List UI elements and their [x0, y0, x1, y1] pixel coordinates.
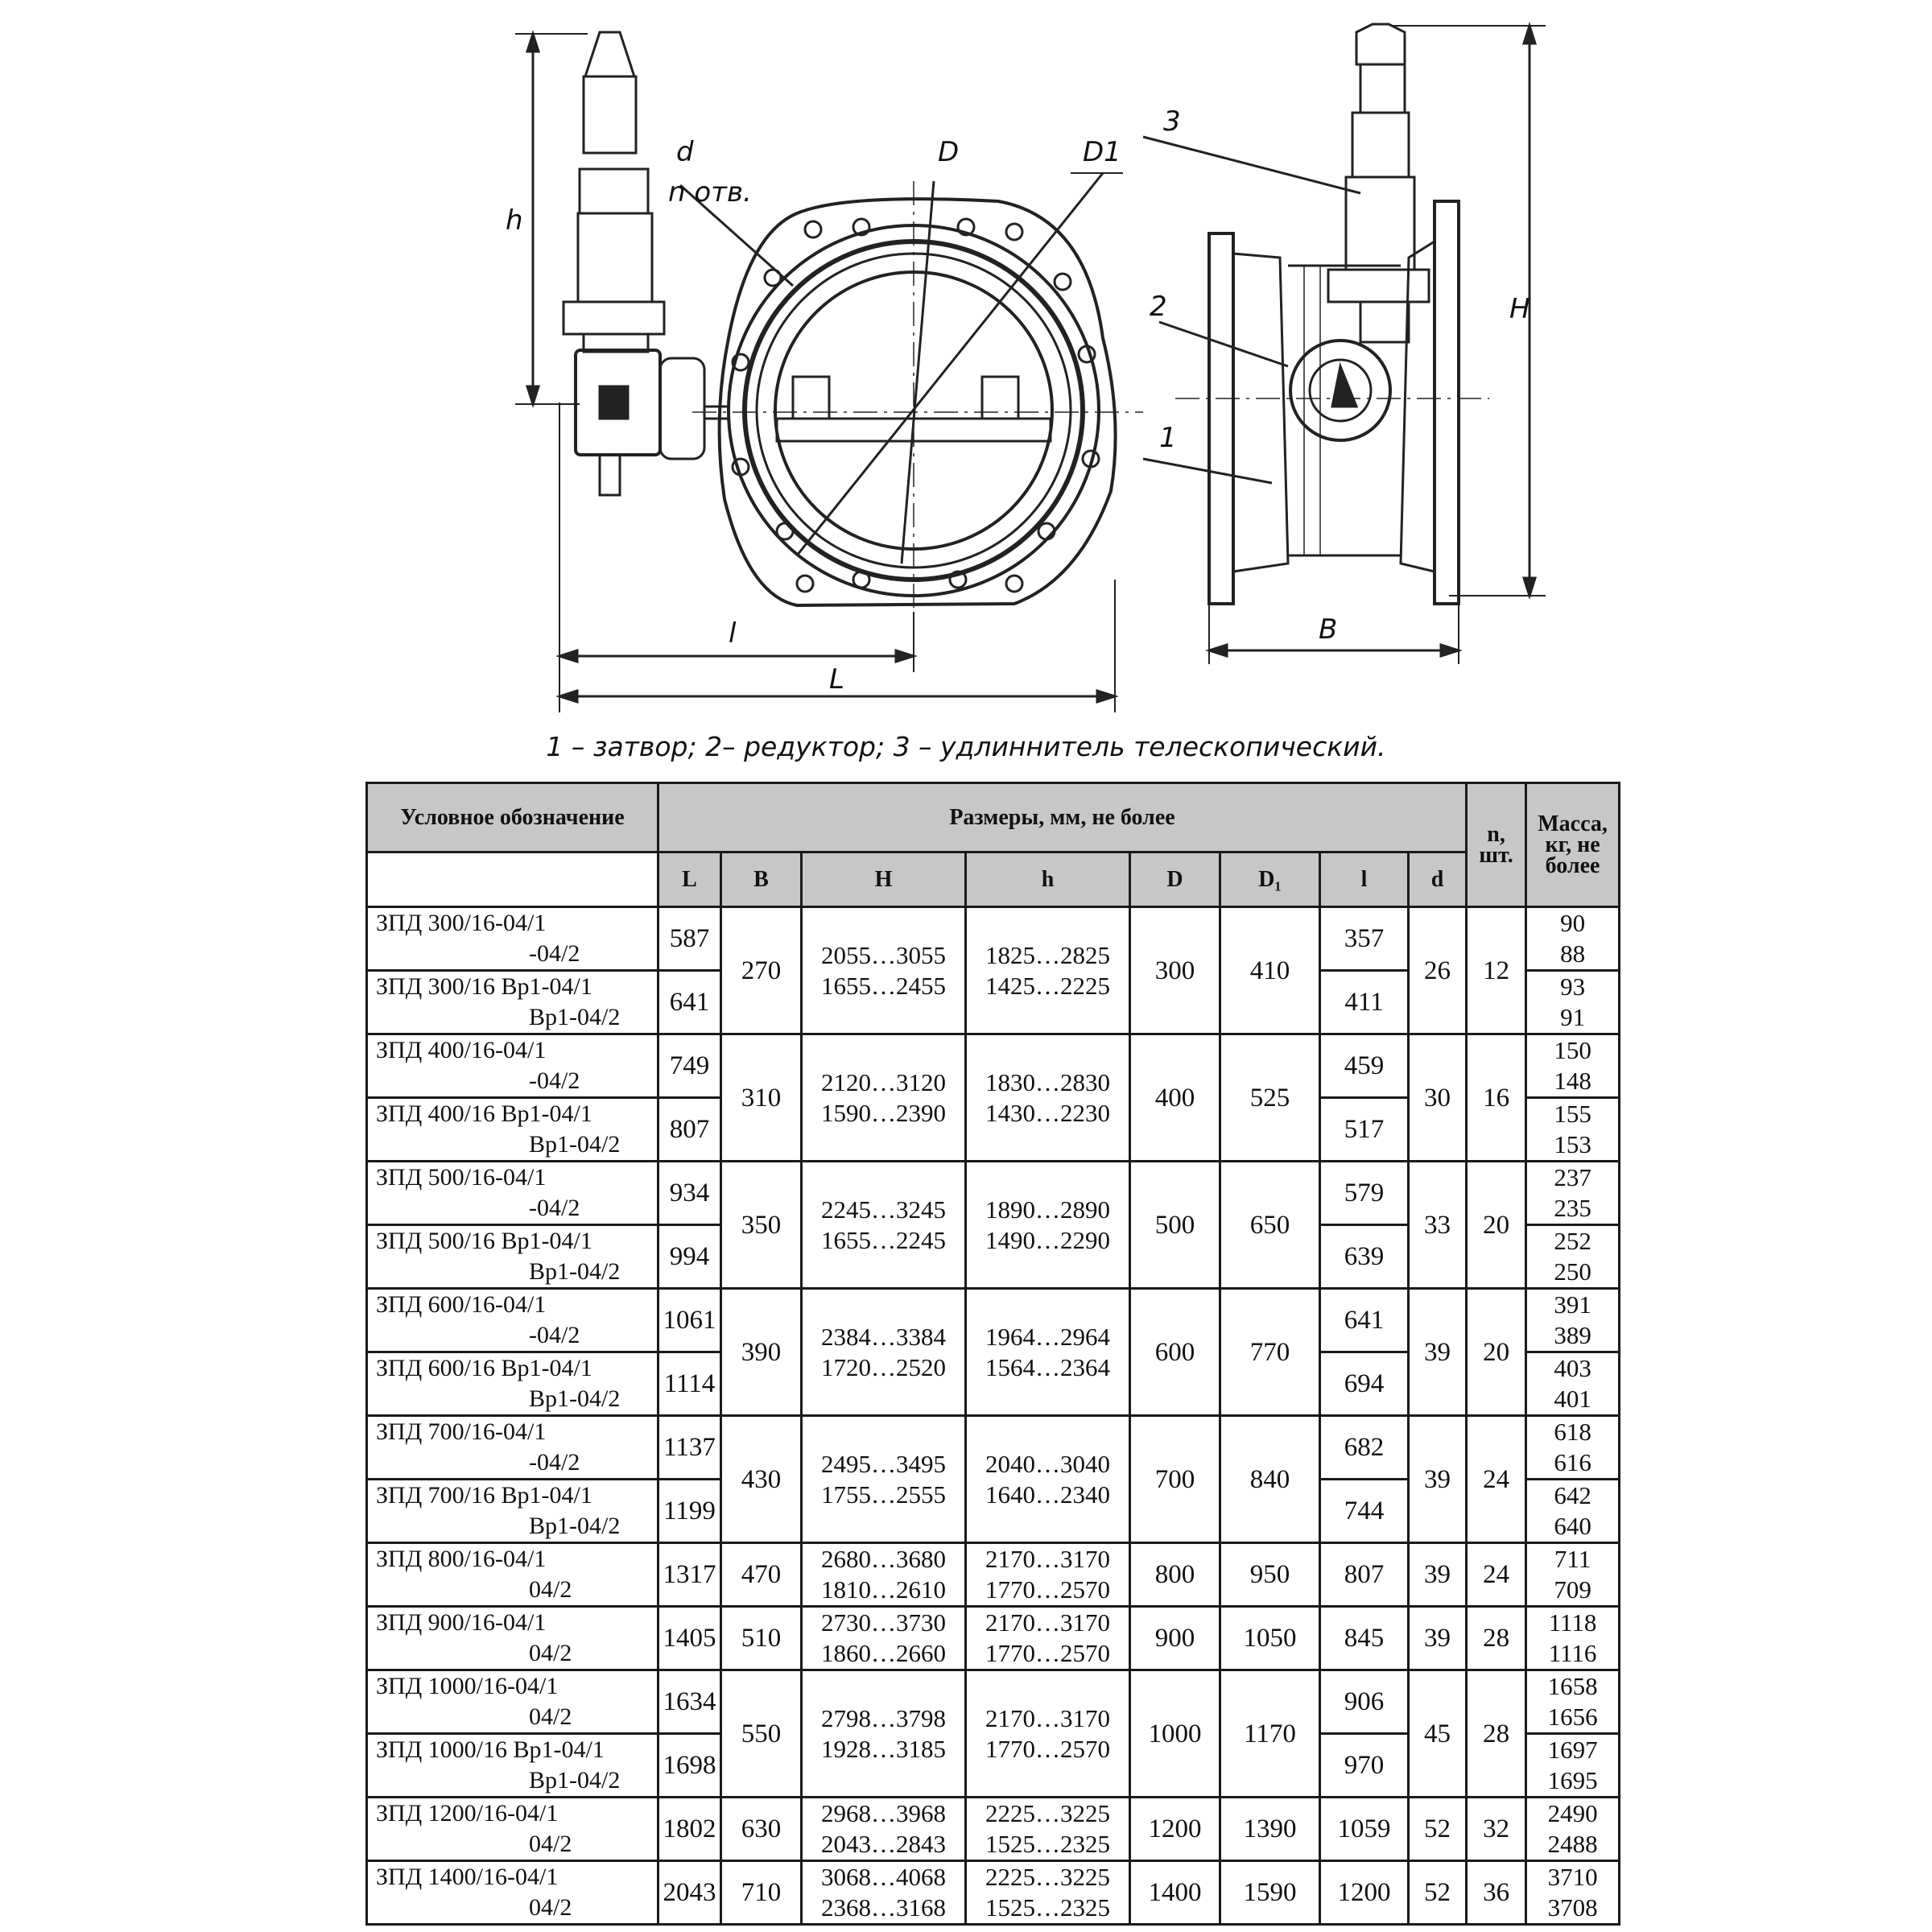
designation-cell-line-1: ЗПД 400/16 Вр1-04/1: [376, 1100, 592, 1127]
D-cell: 500: [1130, 1162, 1220, 1289]
l-cell: 411: [1320, 971, 1409, 1034]
label-B: B: [1319, 613, 1338, 646]
n-cell: 12: [1467, 907, 1526, 1034]
valve-drawing: [0, 0, 1932, 765]
H-cell: [802, 1543, 966, 1607]
mass-cell-line-2: 401: [1554, 1385, 1591, 1413]
col-header-7: d: [1409, 852, 1467, 907]
mass-cell-line-2: 709: [1554, 1575, 1591, 1604]
n-cell: 24: [1467, 1543, 1526, 1607]
n-cell: 20: [1467, 1162, 1526, 1289]
mass-cell-line-1: 391: [1554, 1290, 1591, 1319]
table-row: [367, 1162, 1620, 1225]
mass-cell-line-2: 3708: [1547, 1893, 1598, 1922]
n-cell: 28: [1467, 1607, 1526, 1670]
col-header-6: l: [1320, 852, 1409, 907]
D1-cell: 840: [1220, 1416, 1320, 1543]
h-cell-line-1: 2170…3170: [985, 1545, 1110, 1573]
L-cell: 807: [658, 1098, 721, 1162]
designation-cell-line-1: ЗПД 1400/16-04/1: [376, 1864, 559, 1890]
col-designation-blank: [367, 852, 658, 907]
H-cell-line-2: 1655…2455: [821, 971, 946, 1000]
H-cell-line-2: 1590…2390: [821, 1098, 946, 1127]
D-cell: 400: [1130, 1034, 1220, 1162]
designation-cell-line-2: 04/2: [529, 1894, 572, 1921]
H-cell-line-1: 2495…3495: [821, 1449, 946, 1478]
designation-cell-line-2: Вр1-04/2: [529, 1258, 621, 1285]
mass-cell: [1526, 907, 1620, 971]
spec-table: [365, 782, 1620, 1926]
mass-cell: [1526, 1162, 1620, 1225]
D1-cell: 410: [1220, 907, 1320, 1034]
mass-cell: [1526, 1861, 1620, 1925]
H-cell-line-2: 2368…3168: [821, 1893, 946, 1922]
D1-cell: 1590: [1220, 1861, 1320, 1925]
H-cell-line-1: 2245…3245: [821, 1195, 946, 1224]
designation-cell-line-2: 04/2: [529, 1831, 572, 1857]
designation-cell: [367, 1670, 658, 1734]
label-pos-2: 2: [1150, 291, 1167, 323]
B-cell: 630: [721, 1798, 802, 1861]
designation-cell: [367, 1225, 658, 1289]
mass-cell-line-1: 3710: [1547, 1863, 1598, 1891]
D1-cell: 650: [1220, 1162, 1320, 1289]
designation-cell-line-1: ЗПД 700/16-04/1: [376, 1418, 547, 1445]
h-cell: [966, 1034, 1130, 1162]
designation-cell: [367, 1098, 658, 1162]
H-cell-line-2: 1655…2245: [821, 1225, 946, 1254]
h-cell-line-2: 1770…2570: [985, 1639, 1110, 1667]
designation-cell: [367, 1480, 658, 1543]
table-row: [367, 1416, 1620, 1480]
D-cell: 700: [1130, 1416, 1220, 1543]
col-mass-header: Масса, кг, не более: [1526, 783, 1620, 907]
h-cell-line-2: 1430…2230: [985, 1098, 1110, 1127]
designation-cell: [367, 1798, 658, 1861]
L-cell: 1634: [658, 1670, 721, 1734]
d-cell: 39: [1409, 1289, 1467, 1416]
designation-cell-line-2: -04/2: [529, 1195, 580, 1221]
mass-cell-line-1: 2490: [1547, 1799, 1598, 1827]
h-cell-line-2: 1564…2364: [985, 1352, 1110, 1381]
l-cell: 639: [1320, 1225, 1409, 1289]
table-row: [367, 1670, 1620, 1734]
d-cell: 39: [1409, 1416, 1467, 1543]
col-header-5: D₁: [1220, 852, 1320, 907]
h-cell: [966, 1543, 1130, 1607]
mass-cell-line-1: 90: [1560, 909, 1586, 937]
table-row: [367, 1543, 1620, 1607]
designation-cell: [367, 1734, 658, 1798]
L-cell: 994: [658, 1225, 721, 1289]
n-cell: 16: [1467, 1034, 1526, 1162]
B-cell: 550: [721, 1670, 802, 1798]
mass-cell: [1526, 1225, 1620, 1289]
label-d: d: [676, 136, 694, 168]
h-cell-line-2: 1770…2570: [985, 1734, 1110, 1763]
H-cell: [802, 1798, 966, 1861]
H-cell: [802, 1289, 966, 1416]
mass-cell-line-2: 1695: [1547, 1766, 1598, 1794]
L-cell: 934: [658, 1162, 721, 1225]
H-cell: [802, 1861, 966, 1925]
mass-cell-line-1: 155: [1554, 1100, 1591, 1128]
designation-cell: [367, 1543, 658, 1607]
label-L: L: [829, 663, 844, 696]
l-cell: 845: [1320, 1607, 1409, 1670]
mass-cell-line-2: 1116: [1548, 1639, 1597, 1667]
designation-cell-line-1: ЗПД 800/16-04/1: [376, 1546, 547, 1572]
L-cell: 1114: [658, 1352, 721, 1416]
n-cell: 32: [1467, 1798, 1526, 1861]
H-cell: [802, 1607, 966, 1670]
H-cell-line-2: 1720…2520: [821, 1352, 946, 1381]
B-cell: 350: [721, 1162, 802, 1289]
B-cell: 430: [721, 1416, 802, 1543]
h-cell: [966, 1670, 1130, 1798]
mass-cell-line-1: 252: [1554, 1227, 1591, 1255]
d-cell: 30: [1409, 1034, 1467, 1162]
designation-cell: [367, 1607, 658, 1670]
B-cell: 710: [721, 1861, 802, 1925]
mass-cell: [1526, 1670, 1620, 1734]
designation-cell-line-1: ЗПД 700/16 Вр1-04/1: [376, 1482, 592, 1509]
D1-cell: 1170: [1220, 1670, 1320, 1798]
mass-cell-line-1: 618: [1554, 1418, 1591, 1446]
H-cell-line-1: 3068…4068: [821, 1863, 946, 1891]
designation-cell: [367, 1162, 658, 1225]
l-cell: 682: [1320, 1416, 1409, 1480]
h-cell: [966, 1861, 1130, 1925]
mass-cell-line-2: 235: [1554, 1194, 1591, 1222]
mass-cell-line-1: 403: [1554, 1354, 1591, 1382]
mass-cell-line-1: 1697: [1547, 1736, 1598, 1764]
H-cell: [802, 907, 966, 1034]
table-row: [367, 907, 1620, 971]
mass-cell: [1526, 1352, 1620, 1416]
designation-cell-line-2: Вр1-04/2: [529, 1131, 621, 1158]
H-cell-line-2: 2043…2843: [821, 1830, 946, 1858]
mass-cell-line-2: 148: [1554, 1067, 1591, 1095]
designation-cell-line-1: ЗПД 1000/16 Вр1-04/1: [376, 1736, 605, 1763]
h-cell-line-1: 2225…3225: [985, 1799, 1110, 1827]
table-row: [367, 1607, 1620, 1670]
designation-cell: [367, 1034, 658, 1098]
L-cell: 641: [658, 971, 721, 1034]
designation-cell-line-1: ЗПД 300/16-04/1: [376, 910, 547, 936]
designation-cell-line-2: -04/2: [529, 940, 580, 967]
D-cell: 300: [1130, 907, 1220, 1034]
h-cell-line-1: 1825…2825: [985, 940, 1110, 969]
mass-cell-line-1: 93: [1560, 972, 1586, 1001]
mass-cell: [1526, 1798, 1620, 1861]
n-cell: 20: [1467, 1289, 1526, 1416]
D-cell: 1000: [1130, 1670, 1220, 1798]
l-cell: 357: [1320, 907, 1409, 971]
B-cell: 390: [721, 1289, 802, 1416]
L-cell: 1802: [658, 1798, 721, 1861]
mass-cell: [1526, 1480, 1620, 1543]
designation-cell-line-2: 04/2: [529, 1640, 572, 1666]
l-cell: 459: [1320, 1034, 1409, 1098]
designation-cell: [367, 1416, 658, 1480]
H-cell: [802, 1034, 966, 1162]
l-cell: 694: [1320, 1352, 1409, 1416]
mass-cell-line-2: 640: [1554, 1512, 1591, 1540]
mass-cell-line-2: 250: [1554, 1257, 1591, 1286]
h-cell: [966, 907, 1130, 1034]
mass-cell-line-2: 88: [1560, 939, 1586, 968]
D-cell: 600: [1130, 1289, 1220, 1416]
L-cell: 2043: [658, 1861, 721, 1925]
h-cell-line-2: 1770…2570: [985, 1575, 1110, 1604]
h-cell-line-1: 2170…3170: [985, 1608, 1110, 1637]
mass-cell-line-2: 2488: [1547, 1830, 1598, 1858]
designation-cell-line-1: ЗПД 900/16-04/1: [376, 1609, 547, 1636]
h-cell: [966, 1289, 1130, 1416]
table-row: [367, 1861, 1620, 1925]
d-cell: 33: [1409, 1162, 1467, 1289]
designation-cell-line-2: 04/2: [529, 1576, 572, 1603]
L-cell: 749: [658, 1034, 721, 1098]
H-cell: [802, 1162, 966, 1289]
label-pos-3: 3: [1163, 105, 1181, 138]
l-cell: 1200: [1320, 1861, 1409, 1925]
D1-cell: 770: [1220, 1289, 1320, 1416]
designation-cell: [367, 907, 658, 971]
h-cell-line-2: 1490…2290: [985, 1225, 1110, 1254]
l-cell: 970: [1320, 1734, 1409, 1798]
H-cell-line-2: 1860…2660: [821, 1639, 946, 1667]
d-cell: 52: [1409, 1798, 1467, 1861]
D-cell: 900: [1130, 1607, 1220, 1670]
d-cell: 52: [1409, 1861, 1467, 1925]
designation-cell-line-1: ЗПД 400/16-04/1: [376, 1037, 547, 1063]
mass-cell: [1526, 1289, 1620, 1352]
mass-cell: [1526, 1034, 1620, 1098]
H-cell-line-2: 1755…2555: [821, 1480, 946, 1509]
designation-cell-line-2: -04/2: [529, 1449, 580, 1476]
col-header-2: H: [802, 852, 966, 907]
L-cell: 1317: [658, 1543, 721, 1607]
mass-cell: [1526, 1543, 1620, 1607]
mass-cell: [1526, 1607, 1620, 1670]
h-cell-line-1: 2225…3225: [985, 1863, 1110, 1891]
h-cell-line-1: 1830…2830: [985, 1067, 1110, 1096]
designation-cell-line-1: ЗПД 600/16 Вр1-04/1: [376, 1355, 592, 1381]
mass-cell: [1526, 1098, 1620, 1162]
mass-cell-line-2: 1656: [1547, 1703, 1598, 1731]
n-cell: 24: [1467, 1416, 1526, 1543]
designation-cell-line-2: -04/2: [529, 1322, 580, 1348]
D-cell: 1400: [1130, 1861, 1220, 1925]
n-cell: 36: [1467, 1861, 1526, 1925]
mass-cell-line-1: 1658: [1547, 1672, 1598, 1700]
col-header-1: B: [721, 852, 802, 907]
B-cell: 510: [721, 1607, 802, 1670]
d-cell: 39: [1409, 1543, 1467, 1607]
designation-cell-line-2: Вр1-04/2: [529, 1385, 621, 1412]
D-cell: 1200: [1130, 1798, 1220, 1861]
H-cell-line-1: 2120…3120: [821, 1067, 946, 1096]
H-cell-line-2: 1810…2610: [821, 1575, 946, 1604]
h-cell-line-2: 1640…2340: [985, 1480, 1110, 1509]
mass-cell-line-1: 642: [1554, 1481, 1591, 1509]
label-H: H: [1509, 293, 1530, 325]
col-header-3: h: [966, 852, 1130, 907]
mass-cell-line-2: 389: [1554, 1321, 1591, 1349]
B-cell: 310: [721, 1034, 802, 1162]
n-cell: 28: [1467, 1670, 1526, 1798]
col-n-header: n, шт.: [1467, 783, 1526, 907]
l-cell: 906: [1320, 1670, 1409, 1734]
d-cell: 45: [1409, 1670, 1467, 1798]
H-cell-line-1: 2384…3384: [821, 1322, 946, 1351]
col-designation-header: Условное обозначение: [367, 783, 658, 852]
h-cell-line-2: 1525…2325: [985, 1893, 1110, 1922]
designation-cell-line-1: ЗПД 1200/16-04/1: [376, 1800, 559, 1827]
H-cell-line-1: 2730…3730: [821, 1608, 946, 1637]
l-cell: 744: [1320, 1480, 1409, 1543]
table-row: [367, 1034, 1620, 1098]
designation-cell-line-1: ЗПД 300/16 Вр1-04/1: [376, 973, 592, 1000]
mass-cell-line-2: 153: [1554, 1130, 1591, 1158]
designation-cell-line-1: ЗПД 600/16-04/1: [376, 1291, 547, 1318]
d-cell: 39: [1409, 1607, 1467, 1670]
l-cell: 807: [1320, 1543, 1409, 1607]
L-cell: 587: [658, 907, 721, 971]
B-cell: 470: [721, 1543, 802, 1607]
label-h: h: [506, 204, 523, 237]
h-cell: [966, 1798, 1130, 1861]
l-cell: 1059: [1320, 1798, 1409, 1861]
designation-cell: [367, 971, 658, 1034]
designation-cell-line-2: Вр1-04/2: [529, 1004, 621, 1030]
H-cell-line-1: 2055…3055: [821, 940, 946, 969]
H-cell-line-1: 2680…3680: [821, 1545, 946, 1573]
H-cell: [802, 1670, 966, 1798]
designation-cell-line-2: -04/2: [529, 1067, 580, 1094]
designation-cell-line-2: Вр1-04/2: [529, 1513, 621, 1539]
h-cell-line-1: 1964…2964: [985, 1322, 1110, 1351]
h-cell-line-1: 1890…2890: [985, 1195, 1110, 1224]
col-header-4: D: [1130, 852, 1220, 907]
label-n-holes: n отв.: [668, 176, 752, 208]
table-row: [367, 1798, 1620, 1861]
h-cell-line-1: 2040…3040: [985, 1449, 1110, 1478]
L-cell: 1405: [658, 1607, 721, 1670]
designation-cell-line-1: ЗПД 1000/16-04/1: [376, 1673, 559, 1699]
l-cell: 517: [1320, 1098, 1409, 1162]
mass-cell-line-2: 616: [1554, 1448, 1591, 1476]
designation-cell-line-1: ЗПД 500/16 Вр1-04/1: [376, 1228, 592, 1254]
B-cell: 270: [721, 907, 802, 1034]
h-cell-line-2: 1525…2325: [985, 1830, 1110, 1858]
H-cell: [802, 1416, 966, 1543]
h-cell: [966, 1416, 1130, 1543]
mass-cell: [1526, 1734, 1620, 1798]
H-cell-line-2: 1928…3185: [821, 1734, 946, 1763]
h-cell-line-2: 1425…2225: [985, 971, 1110, 1000]
D1-cell: 1050: [1220, 1607, 1320, 1670]
mass-cell-line-1: 150: [1554, 1036, 1591, 1064]
H-cell-line-1: 2798…3798: [821, 1703, 946, 1732]
mass-cell-line-1: 711: [1554, 1545, 1591, 1573]
mass-cell: [1526, 1416, 1620, 1480]
D1-cell: 950: [1220, 1543, 1320, 1607]
D1-cell: 525: [1220, 1034, 1320, 1162]
L-cell: 1137: [658, 1416, 721, 1480]
label-pos-1: 1: [1159, 422, 1177, 454]
H-cell-line-1: 2968…3968: [821, 1799, 946, 1827]
h-cell-line-1: 2170…3170: [985, 1703, 1110, 1732]
D-cell: 800: [1130, 1543, 1220, 1607]
mass-cell: [1526, 971, 1620, 1034]
designation-cell: [367, 1289, 658, 1352]
label-l: l: [729, 617, 737, 650]
table-row: [367, 1289, 1620, 1352]
l-cell: 641: [1320, 1289, 1409, 1352]
col-dims-header: Размеры, мм, не более: [658, 783, 1467, 852]
col-header-0: L: [658, 852, 721, 907]
designation-cell-line-2: Вр1-04/2: [529, 1767, 621, 1794]
d-cell: 26: [1409, 907, 1467, 1034]
label-D1: D1: [1083, 136, 1121, 168]
mass-cell-line-1: 237: [1554, 1163, 1591, 1191]
L-cell: 1199: [658, 1480, 721, 1543]
designation-cell-line-1: ЗПД 500/16-04/1: [376, 1164, 547, 1191]
L-cell: 1698: [658, 1734, 721, 1798]
designation-cell-line-2: 04/2: [529, 1703, 572, 1730]
l-cell: 579: [1320, 1162, 1409, 1225]
L-cell: 1061: [658, 1289, 721, 1352]
mass-cell-line-2: 91: [1560, 1003, 1586, 1031]
drawing-caption: 1 – затвор; 2– редуктор; 3 – удлиннитель телескопический.: [546, 731, 1386, 762]
designation-cell: [367, 1352, 658, 1416]
D1-cell: 1390: [1220, 1798, 1320, 1861]
label-D: D: [938, 136, 960, 168]
h-cell: [966, 1162, 1130, 1289]
designation-cell: [367, 1861, 658, 1925]
mass-cell-line-1: 1118: [1548, 1608, 1597, 1637]
h-cell: [966, 1607, 1130, 1670]
